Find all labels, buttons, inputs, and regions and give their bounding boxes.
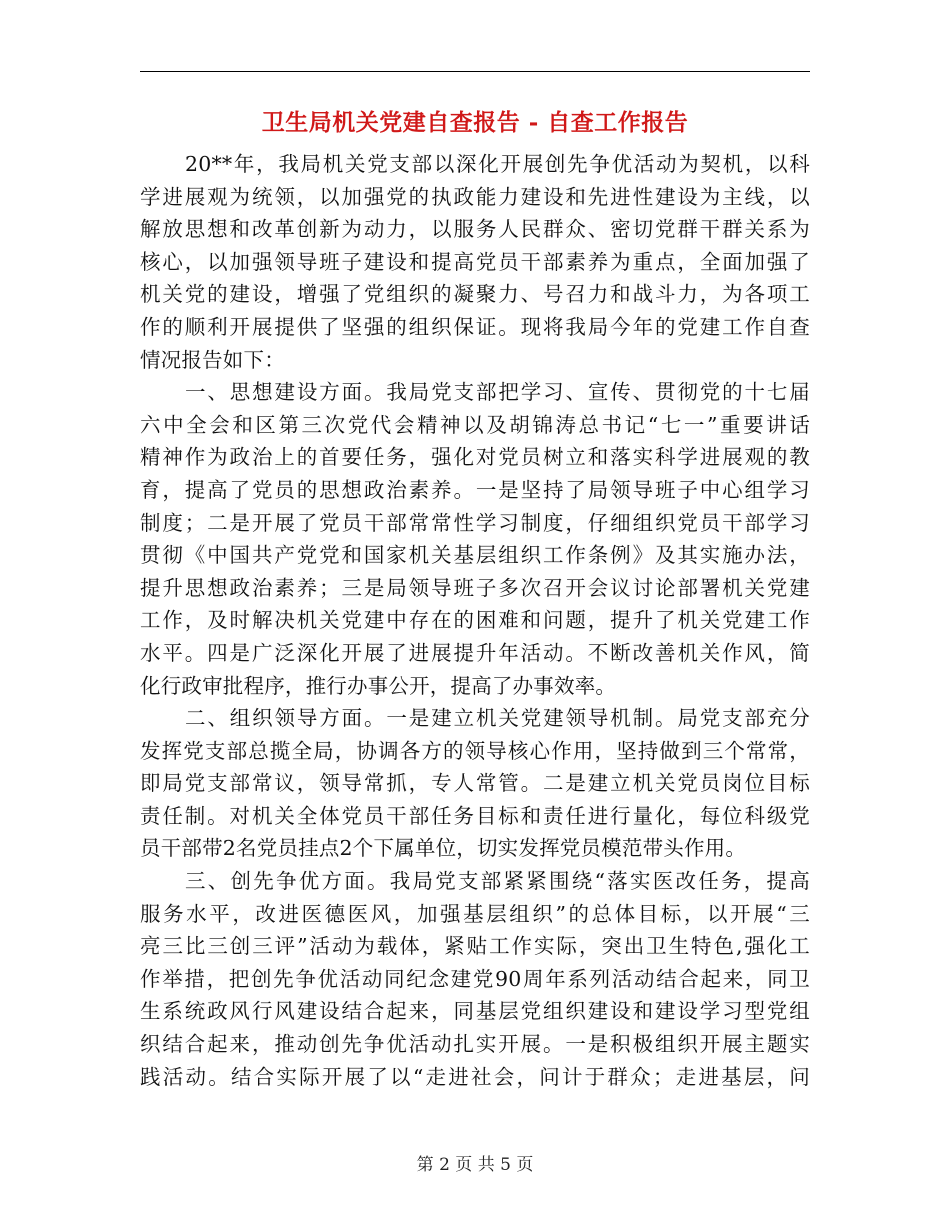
body-line: 水平。四是广泛深化开展了进展提升年活动。不断改善机关作风，简: [140, 640, 810, 665]
body-line: 情况报告如下：: [140, 347, 285, 372]
document-body: [140, 148, 810, 1093]
header-rule: [140, 71, 810, 72]
body-line: 二、组织领导方面。一是建立机关党建领导机制。局党支部充分: [185, 706, 810, 731]
body-line: 责任制。对机关全体党员干部任务目标和责任进行量化，每位科级党: [140, 803, 810, 828]
body-line: 学进展观为统领，以加强党的执政能力建设和先进性建设为主线，以: [140, 184, 810, 209]
body-line: 贯彻《中国共产党党和国家机关基层组织工作条例》及其实施办法，: [140, 543, 810, 568]
body-line: 解放思想和改革创新为动力，以服务人民群众、密切党群干群关系为: [140, 217, 810, 242]
body-line: 践活动。结合实际开展了以“走进社会，问计于群众；走进基层，问: [140, 1064, 810, 1089]
body-line: 六中全会和区第三次党代会精神以及胡锦涛总书记“七一”重要讲话: [140, 412, 810, 437]
body-line: 发挥党支部总揽全局，协调各方的领导核心作用，坚持做到三个常常，: [140, 738, 810, 763]
body-line: 即局党支部常议，领导常抓，专人常管。二是建立机关党员岗位目标: [140, 771, 810, 796]
body-line: 作的顺利开展提供了坚强的组织保证。现将我局今年的党建工作自查: [140, 314, 810, 339]
body-line: 工作，及时解决机关党建中存在的困难和问题，提升了机关党建工作: [140, 608, 810, 633]
body-line: 制度；二是开展了党员干部常常性学习制度，仔细组织党员干部学习: [140, 510, 810, 535]
document-title: 卫生局机关党建自查报告 - 自查工作报告: [261, 109, 689, 136]
page-number: 第 2 页 共 5 页: [416, 1155, 534, 1175]
body-line: 三、创先争优方面。我局党支部紧紧围绕“落实医改任务，提高: [185, 869, 810, 894]
body-line: 机关党的建设，增强了党组织的凝聚力、号召力和战斗力，为各项工: [140, 282, 810, 307]
body-line: 核心，以加强领导班子建设和提高党员干部素养为重点，全面加强了: [140, 249, 810, 274]
body-line: 作举措，把创先争优活动同纪念建党90周年系列活动结合起来，同卫: [140, 966, 810, 991]
body-line: 服务水平，改进医德医风，加强基层组织”的总体目标，以开展“三: [140, 901, 810, 926]
body-line: 提升思想政治素养；三是局领导班子多次召开会议讨论部署机关党建: [140, 575, 810, 600]
body-line: 生系统政风行风建设结合起来，同基层党组织建设和建设学习型党组: [140, 999, 810, 1024]
body-line: 织结合起来，推动创先争优活动扎实开展。一是积极组织开展主题实: [140, 1032, 810, 1057]
body-line: 一、思想建设方面。我局党支部把学习、宣传、贯彻党的十七届: [185, 380, 810, 405]
body-line: 精神作为政治上的首要任务，强化对党员树立和落实科学进展观的教: [140, 445, 810, 470]
body-line: 化行政审批程序，推行办事公开，提高了办事效率。: [140, 673, 617, 698]
body-line: 20**年，我局机关党支部以深化开展创先争优活动为契机，以科: [185, 152, 810, 176]
body-line: 员干部带2名党员挂点2个下属单位，切实发挥党员模范带头作用。: [140, 836, 747, 861]
body-line: 亮三比三创三评”活动为载体，紧贴工作实际，突出卫生特色,强化工: [140, 934, 810, 959]
body-line: 育，提高了党员的思想政治素养。一是坚持了局领导班子中心组学习: [140, 477, 810, 502]
